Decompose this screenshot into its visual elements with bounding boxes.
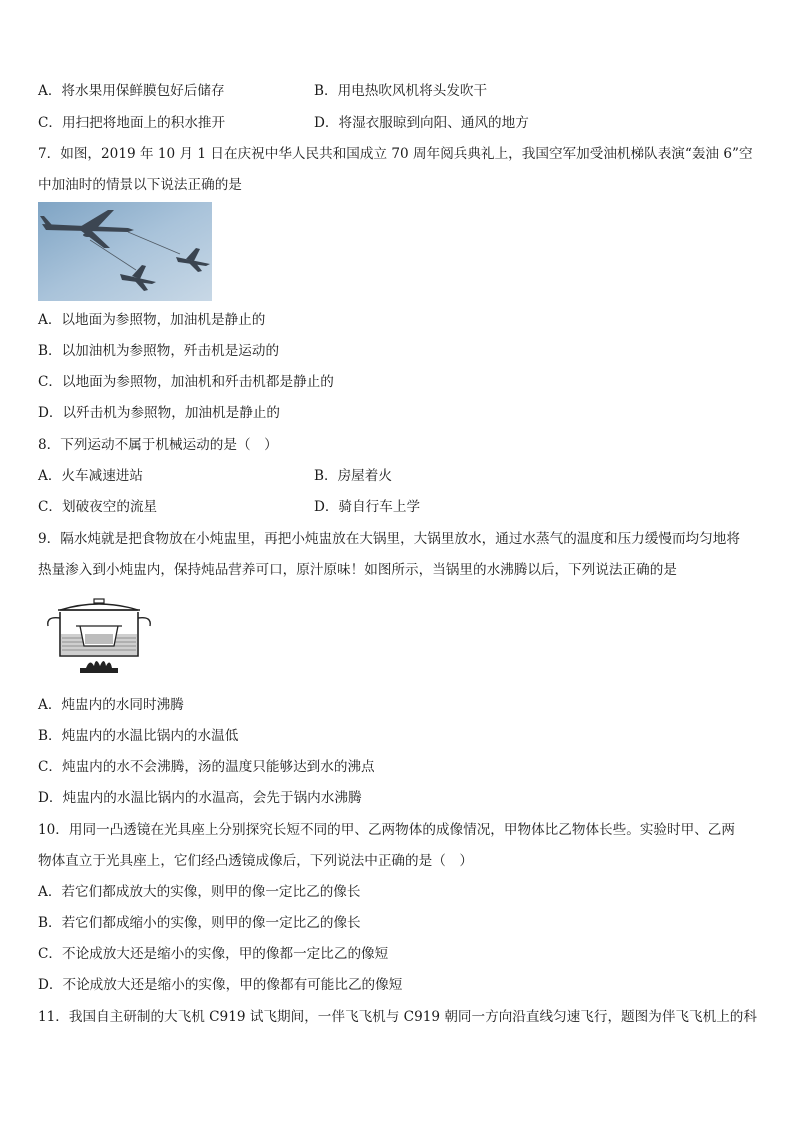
q9-option-a: A．炖盅内的水同时沸腾 xyxy=(38,697,184,713)
q6-option-a: A．将水果用保鲜膜包好后储存 xyxy=(38,83,225,99)
q8-option-d: D．骑自行车上学 xyxy=(314,499,421,515)
q7-option-d: D．以歼击机为参照物，加油机是静止的 xyxy=(38,405,280,421)
double-boiler-illustration xyxy=(40,596,158,678)
q10-option-d: D．不论成放大还是缩小的实像，甲的像都有可能比乙的像短 xyxy=(38,977,403,993)
q8-stem: 8．下列运动不属于机械运动的是（ ） xyxy=(38,437,278,453)
q7-stem-line2: 中加油时的情景以下说法正确的是 xyxy=(38,177,242,193)
q10-stem-line2: 物体直立于光具座上，它们经凸透镜成像后，下列说法中正确的是（ ） xyxy=(38,853,473,869)
q10-stem-line1: 10．用同一凸透镜在光具座上分别探究长短不同的甲、乙两物体的成像情况，甲物体比乙物体长些。实验时甲、乙两 xyxy=(38,822,735,838)
q8-option-a: A．火车减速进站 xyxy=(38,468,143,484)
q7-option-a: A．以地面为参照物，加油机是静止的 xyxy=(38,312,266,328)
flame-icon xyxy=(80,661,118,673)
q6-option-b: B．用电热吹风机将头发吹干 xyxy=(314,83,488,99)
aerial-refueling-illustration xyxy=(38,202,212,301)
q9-stem-line2: 热量渗入到小炖盅内，保持炖品营养可口，原汁原味！如图所示，当锅里的水沸腾以后，下列说法正确的是 xyxy=(38,562,677,578)
q9-option-d: D．炖盅内的水温比锅内的水温高，会先于锅内水沸腾 xyxy=(38,790,362,806)
q8-option-c: C．划破夜空的流星 xyxy=(38,499,158,515)
aerial-refueling-photo xyxy=(38,202,212,301)
q10-option-a: A．若它们都成放大的实像，则甲的像一定比乙的像长 xyxy=(38,884,361,900)
double-boiler-diagram xyxy=(40,596,158,678)
q7-option-c: C．以地面为参照物，加油机和歼击机都是静止的 xyxy=(38,374,334,390)
q10-option-c: C．不论成放大还是缩小的实像，甲的像都一定比乙的像短 xyxy=(38,946,389,962)
q10-option-b: B．若它们都成缩小的实像，则甲的像一定比乙的像长 xyxy=(38,915,361,931)
q11-stem-line1: 11．我国自主研制的大飞机 C919 试飞期间，一伴飞飞机与 C919 朝同一方向沿直线匀速飞行，题图为伴飞飞机上的科 xyxy=(38,1009,757,1025)
q8-option-b: B．房屋着火 xyxy=(314,468,392,484)
q6-option-c: C．用扫把将地面上的积水推开 xyxy=(38,115,226,131)
q9-stem-line1: 9．隔水炖就是把食物放在小炖盅里，再把小炖盅放在大锅里，大锅里放水，通过水蒸气的温度和压力缓慢而均匀地将 xyxy=(38,531,740,547)
q6-option-d: D．将湿衣服晾到向阳、通风的地方 xyxy=(314,115,529,131)
q9-option-b: B．炖盅内的水温比锅内的水温低 xyxy=(38,728,239,744)
q9-option-c: C．炖盅内的水不会沸腾，汤的温度只能够达到水的沸点 xyxy=(38,759,375,775)
q7-stem-line1: 7．如图，2019 年 10 月 1 日在庆祝中华人民共和国成立 70 周年阅兵典礼上，我国空军加受油机梯队表演“轰油 6”空 xyxy=(38,146,753,162)
q7-option-b: B．以加油机为参照物，歼击机是运动的 xyxy=(38,343,280,359)
